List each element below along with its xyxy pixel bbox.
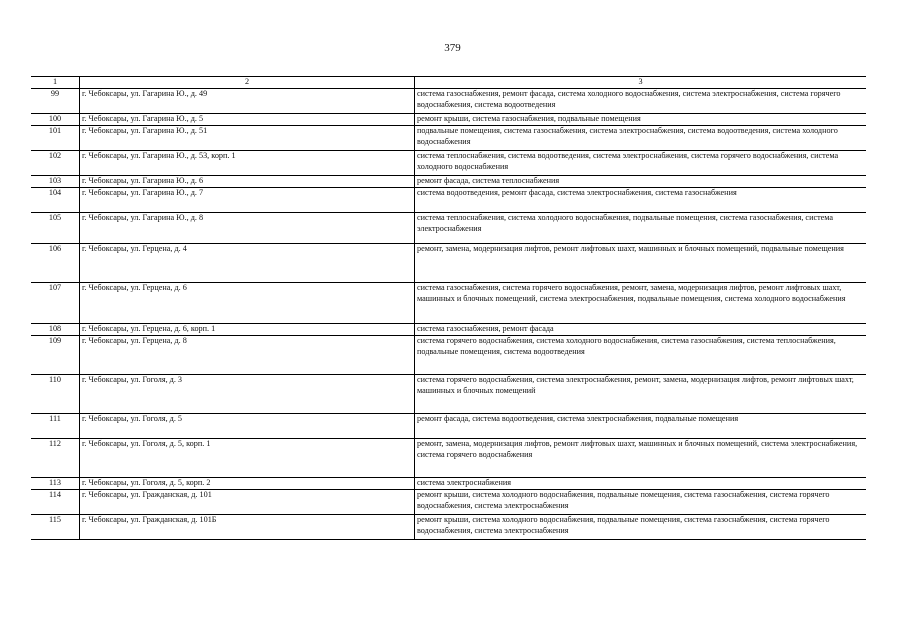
row-address: г. Чебоксары, ул. Герцена, д. 6 (80, 283, 415, 324)
table-row (31, 515, 866, 540)
row-works: система электроснабжения (415, 478, 867, 490)
table-row (31, 439, 866, 478)
row-address: г. Чебоксары, ул. Гагарина Ю., д. 49 (80, 89, 415, 114)
table-row (31, 414, 866, 439)
row-address: г. Чебоксары, ул. Гражданская, д. 101 (80, 490, 415, 515)
row-address: г. Чебоксары, ул. Гражданская, д. 101Б (80, 515, 415, 540)
table-row (31, 283, 866, 324)
row-address: г. Чебоксары, ул. Гагарина Ю., д. 6 (80, 176, 415, 188)
row-number: 99 (31, 89, 80, 114)
column-header-address: 2 (80, 77, 415, 89)
table-row (31, 490, 866, 515)
table-row (31, 151, 866, 176)
row-address: г. Чебоксары, ул. Гоголя, д. 5, корп. 1 (80, 439, 415, 478)
row-works: ремонт фасада, система теплоснабжения (415, 176, 867, 188)
row-number: 105 (31, 213, 80, 244)
column-header-number: 1 (31, 77, 80, 89)
row-works: ремонт, замена, модернизация лифтов, ремонт лифтовых шахт, машинных и блочных помещений, система электроснабжения, система горячего водоснабжения (415, 439, 867, 478)
row-number: 113 (31, 478, 80, 490)
row-address: г. Чебоксары, ул. Герцена, д. 6, корп. 1 (80, 324, 415, 336)
row-number: 110 (31, 375, 80, 414)
row-works: ремонт фасада, система водоотведения, система электроснабжения, подвальные помещения (415, 414, 867, 439)
row-number: 108 (31, 324, 80, 336)
row-number: 106 (31, 244, 80, 283)
row-number: 111 (31, 414, 80, 439)
row-address: г. Чебоксары, ул. Герцена, д. 4 (80, 244, 415, 283)
row-works: система газоснабжения, ремонт фасада (415, 324, 867, 336)
row-address: г. Чебоксары, ул. Гагарина Ю., д. 7 (80, 188, 415, 213)
row-works: ремонт крыши, система холодного водоснабжения, подвальные помещения, система газоснабжения, система горячего водоснабжения, система электроснабжения (415, 515, 867, 540)
row-address: г. Чебоксары, ул. Гагарина Ю., д. 8 (80, 213, 415, 244)
table-row (31, 126, 866, 151)
table-row (31, 89, 866, 114)
row-number: 100 (31, 114, 80, 126)
table-row (31, 336, 866, 375)
row-address: г. Чебоксары, ул. Гоголя, д. 5 (80, 414, 415, 439)
table-row (31, 213, 866, 244)
row-works: ремонт крыши, система холодного водоснабжения, подвальные помещения, система газоснабжения, система горячего водоснабжения, система электроснабжения (415, 490, 867, 515)
row-address: г. Чебоксары, ул. Гоголя, д. 3 (80, 375, 415, 414)
row-address: г. Чебоксары, ул. Гагарина Ю., д. 51 (80, 126, 415, 151)
row-works: система газоснабжения, ремонт фасада, система холодного водоснабжения, система электроснабжения, система горячего водоснабжения, система водоотведения (415, 89, 867, 114)
row-works: система газоснабжения, система горячего водоснабжения, ремонт, замена, модернизация лифтов, ремонт лифтовых шахт, машинных и блочных помещений, система электроснабжения, подвальные помещения, система холодного водоснабжения (415, 283, 867, 324)
row-number: 101 (31, 126, 80, 151)
row-number: 114 (31, 490, 80, 515)
row-address: г. Чебоксары, ул. Гагарина Ю., д. 5 (80, 114, 415, 126)
row-works: ремонт, замена, модернизация лифтов, ремонт лифтовых шахт, машинных и блочных помещений, подвальные помещения (415, 244, 867, 283)
table-row (31, 375, 866, 414)
row-number: 109 (31, 336, 80, 375)
buildings-table (31, 76, 866, 540)
row-address: г. Чебоксары, ул. Гоголя, д. 5, корп. 2 (80, 478, 415, 490)
row-address: г. Чебоксары, ул. Герцена, д. 8 (80, 336, 415, 375)
table-row (31, 324, 866, 336)
row-number: 102 (31, 151, 80, 176)
table-row (31, 114, 866, 126)
page-number: 379 (444, 42, 461, 54)
row-number: 107 (31, 283, 80, 324)
row-works: система водоотведения, ремонт фасада, система электроснабжения, система газоснабжения (415, 188, 867, 213)
row-works: система теплоснабжения, система водоотведения, система электроснабжения, система горячего водоснабжения, система холодного водоснабжения (415, 151, 867, 176)
table-header-row (31, 77, 866, 89)
table-row (31, 244, 866, 283)
row-number: 112 (31, 439, 80, 478)
row-works: подвальные помещения, система газоснабжения, система электроснабжения, система водоотведения, система холодного водоснабжения (415, 126, 867, 151)
table-row (31, 188, 866, 213)
table-row (31, 176, 866, 188)
row-number: 104 (31, 188, 80, 213)
row-number: 103 (31, 176, 80, 188)
row-works: система горячего водоснабжения, система электроснабжения, ремонт, замена, модернизация лифтов, ремонт лифтовых шахт, машинных и блочных помещений (415, 375, 867, 414)
row-works: система горячего водоснабжения, система холодного водоснабжения, система газоснабжения, система теплоснабжения, подвальные помещения, система водоотведения (415, 336, 867, 375)
row-works: ремонт крыши, система газоснабжения, подвальные помещения (415, 114, 867, 126)
table-row (31, 478, 866, 490)
row-address: г. Чебоксары, ул. Гагарина Ю., д. 53, корп. 1 (80, 151, 415, 176)
row-number: 115 (31, 515, 80, 540)
row-works: система теплоснабжения, система холодного водоснабжения, подвальные помещения, система газоснабжения, система электроснабжения (415, 213, 867, 244)
column-header-works: 3 (415, 77, 867, 89)
